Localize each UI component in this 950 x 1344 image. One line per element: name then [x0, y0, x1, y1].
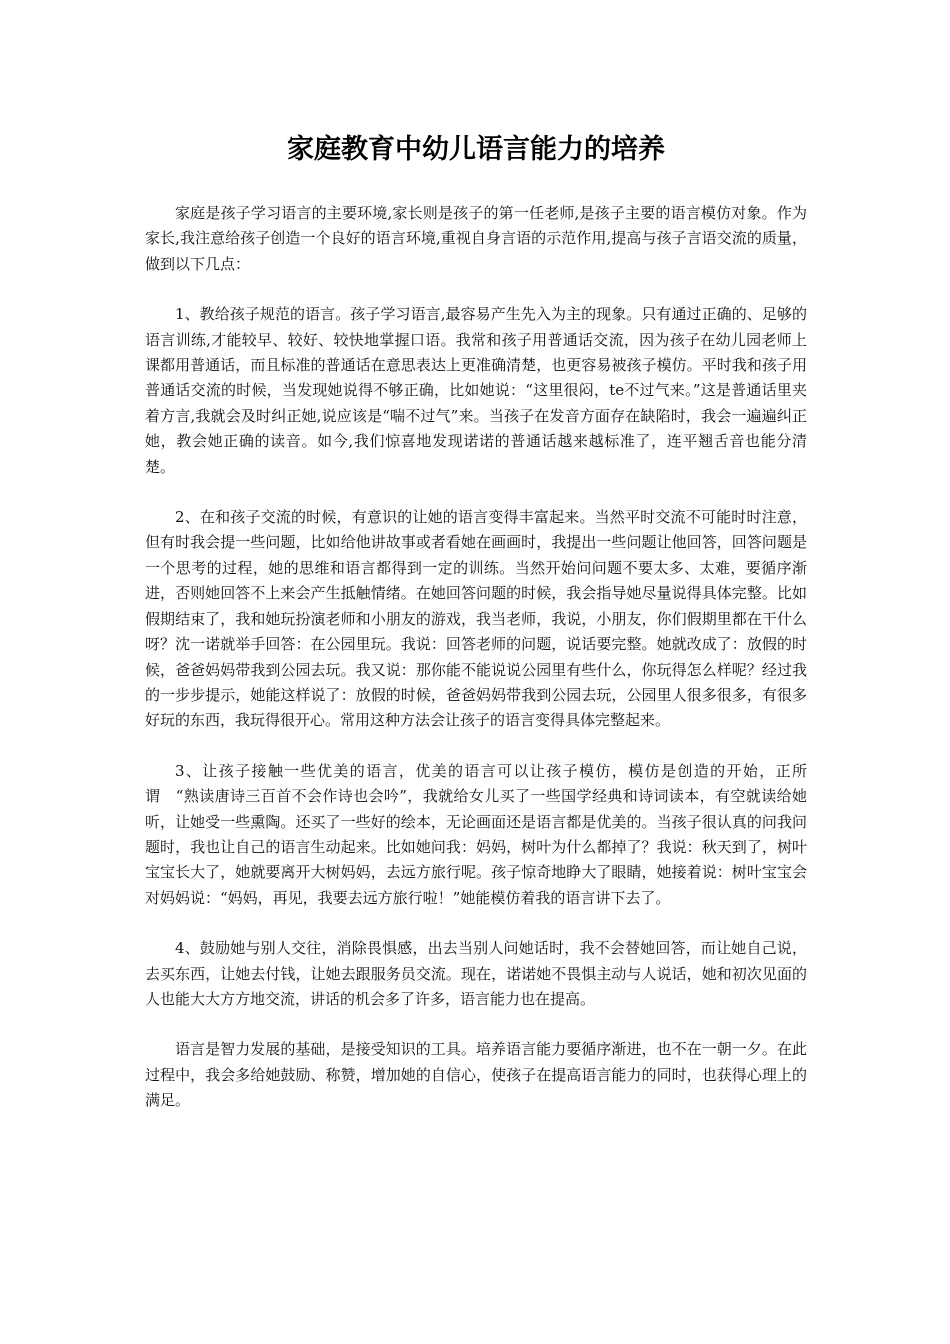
point-1-paragraph: 1、教给孩子规范的语言。孩子学习语言,最容易产生先入为主的现象。只有通过正确的、足够的语言训练,才能较早、较好、较快地掌握口语。我常和孩子用普通话交流，因为孩子在幼儿园老师上课都用普通话，而且标准的普通话在意思表达上更准确清楚，也更容易被孩子模仿。平时我和孩子用普通话交流的时候，当发现她说得不够正确，比如她说：“这里很闷，te不过气来。”这是普通话里夹着方言,我就会及时纠正她,说应该是“喘不过气”来。当孩子在发音方面存在缺陷时，我会一遍遍纠正她，教会她正确的读音。如今,我们惊喜地发现诺诺的普通话越来越标准了，连平翘舌音也能分清楚。	[145, 305, 807, 476]
point-4-paragraph: 4、鼓励她与别人交往，消除畏惧感，出去当别人问她话时，我不会替她回答，而让她自己说，去买东西，让她去付钱，让她去跟服务员交流。现在，诺诺她不畏惧主动与人说话，她和初次见面的人也能大大方方地交流，讲话的机会多了许多，语言能力也在提高。	[145, 939, 807, 1008]
intro-paragraph: 家庭是孩子学习语言的主要环境,家长则是孩子的第一任老师,是孩子主要的语言模仿对象。作为家长,我注意给孩子创造一个良好的语言环境,重视自身言语的示范作用,提高与孩子言语交流的质量，做到以下几点：	[145, 204, 807, 273]
point-3-paragraph: 3、让孩子接触一些优美的语言，优美的语言可以让孩子模仿，模仿是创造的开始，正所谓 “熟读唐诗三百首不会作诗也会吟”，我就给女儿买了一些国学经典和诗词读本，有空就读给她听，让她受一些熏陶。还买了一些好的绘本，无论画面还是语言都是优美的。当孩子很认真的问我问题时，我也让自己的语言生动起来。比如她问我：妈妈，树叶为什么都掉了？我说：秋天到了，树叶宝宝长大了，她就要离开大树妈妈，去远方旅行呢。孩子惊奇地睁大了眼睛，她接着说：树叶宝宝会对妈妈说：“妈妈，再见，我要去远方旅行啦！”她能模仿着我的语言讲下去了。	[145, 761, 807, 907]
point-2-paragraph: 2、在和孩子交流的时候，有意识的让她的语言变得丰富起来。当然平时交流不可能时时注意，但有时我会提一些问题，比如给他讲故事或者看她在画画时，我提出一些问题让他回答，回答问题是一个思考的过程，她的思维和语言都得到一定的训练。当然开始问问题不要太多、太难，要循序渐进，否则她回答不上来会产生抵触情绪。在她回答问题的时候，我会指导她尽量说得具体完整。比如假期结束了，我和她玩扮演老师和小朋友的游戏，我当老师，我说，小朋友，你们假期里都在干什么呀？沈一诺就举手回答：在公园里玩。我说：回答老师的问题，说话要完整。她就改成了：放假的时候，爸爸妈妈带我到公园去玩。我又说：那你能不能说说公园里有些什么，你玩得怎么样呢？经过我的一步步提示，她能这样说了：放假的时候，爸爸妈妈带我到公园去玩，公园里人很多很多，有很多好玩的东西，我玩得很开心。常用这种方法会让孩子的语言变得具体完整起来。	[145, 508, 807, 730]
document-title: 家庭教育中幼儿语言能力的培养	[287, 134, 665, 165]
conclusion-paragraph: 语言是智力发展的基础，是接受知识的工具。培养语言能力要循序渐进，也不在一朝一夕。在此过程中，我会多给她鼓励、称赞，增加她的自信心，使孩子在提高语言能力的同时，也获得心理上的满足。	[145, 1040, 807, 1110]
document-page	[145, 0, 807, 1114]
